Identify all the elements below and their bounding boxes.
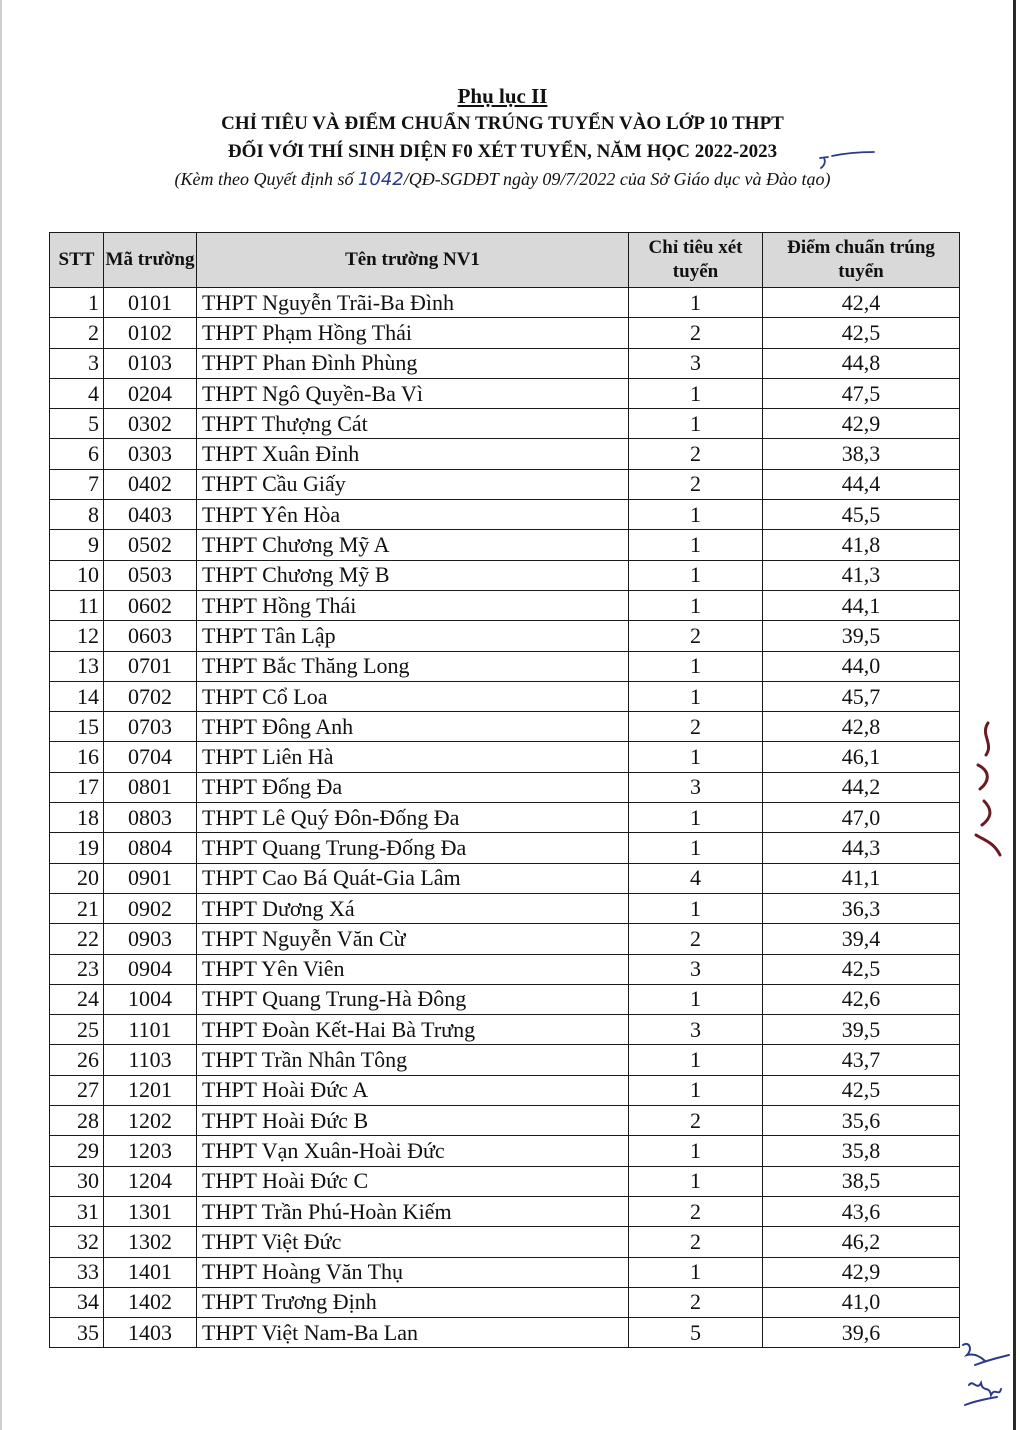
row-quota: 1 — [629, 984, 763, 1014]
page-right-edge — [1013, 0, 1016, 1430]
row-school-name: THPT Cao Bá Quát-Gia Lâm — [197, 863, 629, 893]
row-school-name: THPT Đông Anh — [197, 712, 629, 742]
row-school-code: 0602 — [104, 590, 197, 620]
row-school-code: 0102 — [104, 318, 197, 348]
handwritten-tick-mark — [818, 150, 878, 172]
row-quota: 1 — [629, 803, 763, 833]
row-quota: 1 — [629, 590, 763, 620]
row-cutoff-score: 41,0 — [763, 1287, 960, 1317]
row-quota: 1 — [629, 530, 763, 560]
row-stt: 30 — [50, 1166, 104, 1196]
row-cutoff-score: 38,3 — [763, 439, 960, 469]
row-cutoff-score: 42,8 — [763, 712, 960, 742]
table-row — [50, 954, 960, 984]
row-quota: 1 — [629, 378, 763, 408]
row-school-code: 0702 — [104, 681, 197, 711]
row-school-name: THPT Việt Nam-Ba Lan — [197, 1318, 629, 1348]
row-school-name: THPT Hoài Đức B — [197, 1106, 629, 1136]
table-row — [50, 560, 960, 590]
table-row — [50, 409, 960, 439]
row-stt: 8 — [50, 500, 104, 530]
header-cutoff-score: Điểm chuẩn trúng tuyển — [763, 233, 960, 288]
row-school-name: THPT Yên Viên — [197, 954, 629, 984]
table-row — [50, 1136, 960, 1166]
row-quota: 1 — [629, 742, 763, 772]
row-school-code: 1103 — [104, 1045, 197, 1075]
row-school-name: THPT Hoàng Văn Thụ — [197, 1257, 629, 1287]
row-stt: 12 — [50, 621, 104, 651]
row-school-name: THPT Liên Hà — [197, 742, 629, 772]
row-stt: 17 — [50, 772, 104, 802]
table-row — [50, 833, 960, 863]
row-school-code: 0403 — [104, 500, 197, 530]
row-stt: 25 — [50, 1015, 104, 1045]
page-left-edge — [0, 0, 2, 1430]
row-cutoff-score: 36,3 — [763, 893, 960, 923]
row-school-code: 1204 — [104, 1166, 197, 1196]
row-quota: 3 — [629, 954, 763, 984]
margin-signature — [960, 715, 1010, 865]
row-quota: 1 — [629, 651, 763, 681]
row-school-name: THPT Phạm Hồng Thái — [197, 318, 629, 348]
row-school-name: THPT Bắc Thăng Long — [197, 651, 629, 681]
row-school-name: THPT Đoàn Kết-Hai Bà Trưng — [197, 1015, 629, 1045]
row-cutoff-score: 41,1 — [763, 863, 960, 893]
row-stt: 23 — [50, 954, 104, 984]
row-school-name: THPT Cầu Giấy — [197, 469, 629, 499]
row-cutoff-score: 43,7 — [763, 1045, 960, 1075]
row-cutoff-score: 44,1 — [763, 590, 960, 620]
row-school-name: THPT Xuân Đỉnh — [197, 439, 629, 469]
row-quota: 1 — [629, 560, 763, 590]
row-school-name: THPT Lê Quý Đôn-Đống Đa — [197, 803, 629, 833]
row-stt: 21 — [50, 893, 104, 923]
row-school-code: 0302 — [104, 409, 197, 439]
row-stt: 13 — [50, 651, 104, 681]
title-line-2: ĐỐI VỚI THÍ SINH DIỆN F0 XÉT TUYỂN, NĂM HỌC 2022-2023 — [227, 141, 778, 162]
row-school-name: THPT Nguyễn Trãi-Ba Đình — [197, 288, 629, 318]
row-quota: 2 — [629, 1196, 763, 1226]
row-stt: 7 — [50, 469, 104, 499]
table-row — [50, 803, 960, 833]
row-school-name: THPT Hoài Đức C — [197, 1166, 629, 1196]
row-quota: 2 — [629, 1227, 763, 1257]
table-row — [50, 984, 960, 1014]
row-stt: 2 — [50, 318, 104, 348]
row-quota: 2 — [629, 1106, 763, 1136]
table-row — [50, 1045, 960, 1075]
row-stt: 16 — [50, 742, 104, 772]
table-row — [50, 378, 960, 408]
row-cutoff-score: 46,2 — [763, 1227, 960, 1257]
row-school-name: THPT Trương Định — [197, 1287, 629, 1317]
table-row — [50, 1257, 960, 1287]
table-row — [50, 924, 960, 954]
table-row — [50, 1196, 960, 1226]
row-cutoff-score: 43,6 — [763, 1196, 960, 1226]
row-school-code: 1301 — [104, 1196, 197, 1226]
row-stt: 31 — [50, 1196, 104, 1226]
row-school-name: THPT Phan Đình Phùng — [197, 348, 629, 378]
row-stt: 14 — [50, 681, 104, 711]
row-stt: 15 — [50, 712, 104, 742]
row-cutoff-score: 46,1 — [763, 742, 960, 772]
row-stt: 29 — [50, 1136, 104, 1166]
table-row — [50, 621, 960, 651]
row-school-code: 0204 — [104, 378, 197, 408]
row-quota: 1 — [629, 409, 763, 439]
row-quota: 1 — [629, 1045, 763, 1075]
decision-number-handwritten: 1042 — [357, 169, 404, 190]
row-quota: 2 — [629, 712, 763, 742]
table-row — [50, 1227, 960, 1257]
row-stt: 24 — [50, 984, 104, 1014]
row-quota: 1 — [629, 1075, 763, 1105]
row-quota: 1 — [629, 1166, 763, 1196]
row-school-code: 0502 — [104, 530, 197, 560]
table-row — [50, 1015, 960, 1045]
row-stt: 3 — [50, 348, 104, 378]
row-stt: 35 — [50, 1318, 104, 1348]
row-quota: 2 — [629, 1287, 763, 1317]
row-quota: 1 — [629, 833, 763, 863]
table-row — [50, 288, 960, 318]
row-school-code: 0804 — [104, 833, 197, 863]
table-row — [50, 1318, 960, 1348]
row-stt: 22 — [50, 924, 104, 954]
quota-score-table — [49, 232, 960, 1348]
row-quota: 1 — [629, 288, 763, 318]
row-school-name: THPT Việt Đức — [197, 1227, 629, 1257]
row-school-code: 1203 — [104, 1136, 197, 1166]
decision-reference-suffix: /QĐ-SGDĐT ngày 09/7/2022 của Sở Giáo dục và Đào tạo) — [403, 169, 831, 189]
table-row — [50, 1287, 960, 1317]
row-stt: 1 — [50, 288, 104, 318]
row-quota: 2 — [629, 621, 763, 651]
row-cutoff-score: 42,4 — [763, 288, 960, 318]
row-school-code: 1101 — [104, 1015, 197, 1045]
table-row — [50, 863, 960, 893]
row-school-code: 0103 — [104, 348, 197, 378]
row-school-name: THPT Chương Mỹ B — [197, 560, 629, 590]
row-school-code: 1302 — [104, 1227, 197, 1257]
row-cutoff-score: 42,6 — [763, 984, 960, 1014]
row-quota: 3 — [629, 772, 763, 802]
row-quota: 4 — [629, 863, 763, 893]
row-cutoff-score: 39,4 — [763, 924, 960, 954]
table-row — [50, 651, 960, 681]
row-cutoff-score: 42,9 — [763, 409, 960, 439]
row-quota: 3 — [629, 1015, 763, 1045]
row-school-code: 0901 — [104, 863, 197, 893]
row-stt: 11 — [50, 590, 104, 620]
row-school-code: 1202 — [104, 1106, 197, 1136]
row-quota: 2 — [629, 924, 763, 954]
row-quota: 1 — [629, 500, 763, 530]
table-row — [50, 893, 960, 923]
row-school-code: 0701 — [104, 651, 197, 681]
table-row — [50, 712, 960, 742]
table-body — [50, 288, 960, 1348]
row-school-name: THPT Chương Mỹ A — [197, 530, 629, 560]
table-row — [50, 439, 960, 469]
row-school-name: THPT Thượng Cát — [197, 409, 629, 439]
row-school-name: THPT Vạn Xuân-Hoài Đức — [197, 1136, 629, 1166]
row-school-code: 0402 — [104, 469, 197, 499]
row-stt: 18 — [50, 803, 104, 833]
header-school-code: Mã trường — [104, 233, 197, 288]
row-school-name: THPT Trần Phú-Hoàn Kiếm — [197, 1196, 629, 1226]
row-school-name: THPT Trần Nhân Tông — [197, 1045, 629, 1075]
row-school-name: THPT Cổ Loa — [197, 681, 629, 711]
row-cutoff-score: 41,3 — [763, 560, 960, 590]
row-school-name: THPT Hồng Thái — [197, 590, 629, 620]
table-row — [50, 1106, 960, 1136]
document-header — [0, 82, 1005, 193]
row-stt: 28 — [50, 1106, 104, 1136]
row-stt: 4 — [50, 378, 104, 408]
row-school-name: THPT Ngô Quyền-Ba Vì — [197, 378, 629, 408]
table-row — [50, 530, 960, 560]
row-stt: 6 — [50, 439, 104, 469]
row-school-name: THPT Quang Trung-Đống Đa — [197, 833, 629, 863]
row-cutoff-score: 44,8 — [763, 348, 960, 378]
row-stt: 20 — [50, 863, 104, 893]
row-school-name: THPT Hoài Đức A — [197, 1075, 629, 1105]
table-row — [50, 772, 960, 802]
row-cutoff-score: 35,8 — [763, 1136, 960, 1166]
row-school-code: 0603 — [104, 621, 197, 651]
row-cutoff-score: 42,5 — [763, 954, 960, 984]
row-school-code: 1201 — [104, 1075, 197, 1105]
table-row — [50, 681, 960, 711]
row-school-code: 0803 — [104, 803, 197, 833]
row-stt: 34 — [50, 1287, 104, 1317]
row-school-name: THPT Đống Đa — [197, 772, 629, 802]
row-cutoff-score: 45,7 — [763, 681, 960, 711]
row-school-code: 1401 — [104, 1257, 197, 1287]
header-quota: Chỉ tiêu xét tuyển — [629, 233, 763, 288]
table-row — [50, 348, 960, 378]
row-quota: 2 — [629, 439, 763, 469]
row-cutoff-score: 47,5 — [763, 378, 960, 408]
row-school-name: THPT Tân Lập — [197, 621, 629, 651]
row-quota: 3 — [629, 348, 763, 378]
row-cutoff-score: 42,5 — [763, 318, 960, 348]
row-school-code: 0801 — [104, 772, 197, 802]
table-row — [50, 500, 960, 530]
row-school-code: 1402 — [104, 1287, 197, 1317]
row-quota: 2 — [629, 318, 763, 348]
row-quota: 5 — [629, 1318, 763, 1348]
page-initials — [955, 1335, 1015, 1415]
row-school-code: 0904 — [104, 954, 197, 984]
row-quota: 1 — [629, 681, 763, 711]
row-school-name: THPT Quang Trung-Hà Đông — [197, 984, 629, 1014]
row-cutoff-score: 44,0 — [763, 651, 960, 681]
row-school-code: 0704 — [104, 742, 197, 772]
row-cutoff-score: 39,5 — [763, 1015, 960, 1045]
row-cutoff-score: 44,2 — [763, 772, 960, 802]
row-quota: 1 — [629, 1257, 763, 1287]
row-school-name: THPT Nguyễn Văn Cừ — [197, 924, 629, 954]
row-school-name: THPT Dương Xá — [197, 893, 629, 923]
row-cutoff-score: 35,6 — [763, 1106, 960, 1136]
row-stt: 27 — [50, 1075, 104, 1105]
row-school-code: 0903 — [104, 924, 197, 954]
row-quota: 1 — [629, 893, 763, 923]
row-stt: 9 — [50, 530, 104, 560]
row-school-code: 0503 — [104, 560, 197, 590]
table-row — [50, 318, 960, 348]
row-school-code: 1004 — [104, 984, 197, 1014]
decision-reference-prefix: (Kèm theo Quyết định số — [174, 169, 358, 189]
row-cutoff-score: 39,5 — [763, 621, 960, 651]
header-stt: STT — [50, 233, 104, 288]
table-row — [50, 1166, 960, 1196]
table-header-row — [50, 233, 960, 288]
row-school-name: THPT Yên Hòa — [197, 500, 629, 530]
row-stt: 33 — [50, 1257, 104, 1287]
title-line-1: CHỈ TIÊU VÀ ĐIỂM CHUẨN TRÚNG TUYỂN VÀO LỚP 10 THPT — [221, 113, 784, 134]
table-row — [50, 1075, 960, 1105]
row-cutoff-score: 47,0 — [763, 803, 960, 833]
table-row — [50, 469, 960, 499]
row-cutoff-score: 44,4 — [763, 469, 960, 499]
row-stt: 19 — [50, 833, 104, 863]
table-row — [50, 590, 960, 620]
row-stt: 5 — [50, 409, 104, 439]
row-cutoff-score: 39,6 — [763, 1318, 960, 1348]
row-stt: 10 — [50, 560, 104, 590]
row-school-code: 1403 — [104, 1318, 197, 1348]
row-school-code: 0703 — [104, 712, 197, 742]
header-school-name: Tên trường NV1 — [197, 233, 629, 288]
row-cutoff-score: 42,9 — [763, 1257, 960, 1287]
row-cutoff-score: 44,3 — [763, 833, 960, 863]
row-quota: 2 — [629, 469, 763, 499]
table-row — [50, 742, 960, 772]
row-school-code: 0902 — [104, 893, 197, 923]
row-school-code: 0303 — [104, 439, 197, 469]
row-stt: 26 — [50, 1045, 104, 1075]
appendix-label: Phụ lục II — [457, 84, 548, 108]
row-cutoff-score: 42,5 — [763, 1075, 960, 1105]
row-stt: 32 — [50, 1227, 104, 1257]
row-cutoff-score: 38,5 — [763, 1166, 960, 1196]
row-quota: 1 — [629, 1136, 763, 1166]
row-cutoff-score: 45,5 — [763, 500, 960, 530]
row-cutoff-score: 41,8 — [763, 530, 960, 560]
row-school-code: 0101 — [104, 288, 197, 318]
